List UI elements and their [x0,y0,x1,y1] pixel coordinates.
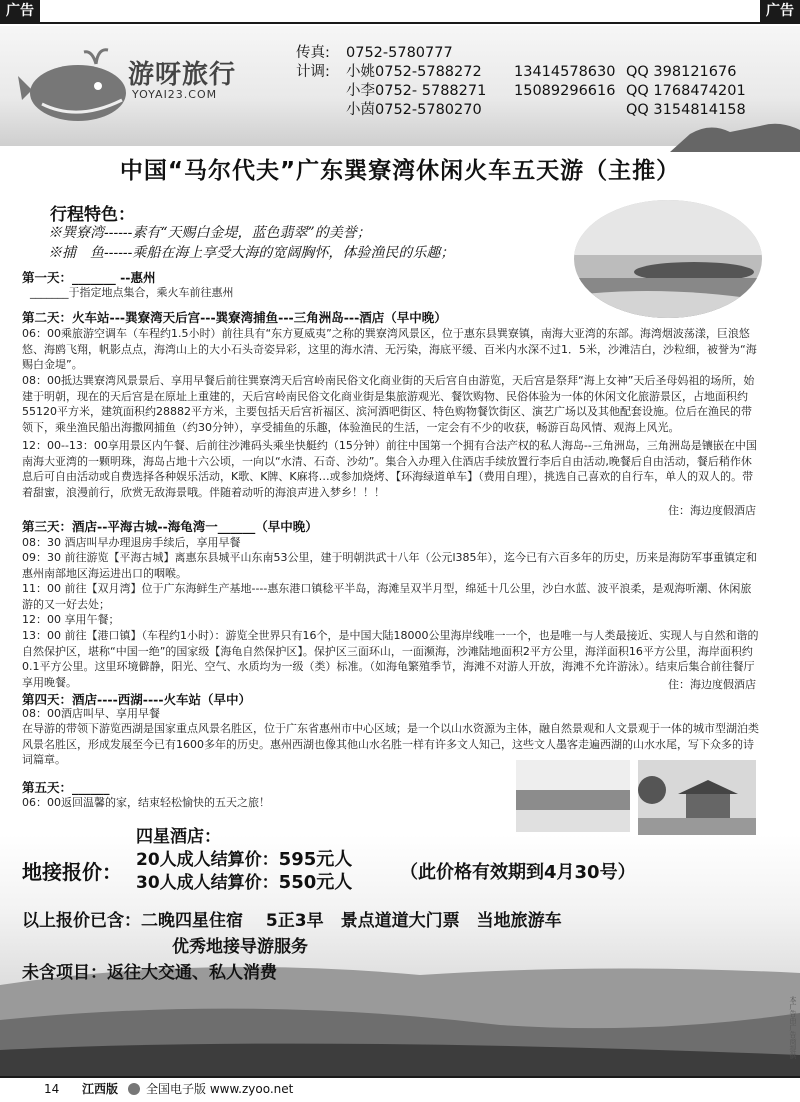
day4-para1: 08：00酒店叫早、享用早餐 [22,707,160,720]
fax-label: 传真: [296,45,330,61]
contact-mobile: 15089296616 [514,83,616,99]
price-20-value: 595元人 [278,849,353,870]
day5-heading: 第五天：______ [22,780,110,795]
ad-label-left: 广告 [0,0,40,22]
globe-icon [128,1083,140,1095]
price-30-label: 30人成人结算价： [136,873,279,893]
feature-item: ※捕 鱼------乘船在海上享受大海的宽阔胸怀，体验渔民的乐趣； [48,245,455,261]
header [0,26,800,146]
day3-heading: 第三天：酒店--平海古城--海龟湾一______（早中晚） [22,519,318,534]
beach-photo [516,760,630,832]
fax-number: 0752-5780777 [346,45,453,61]
contact-phone: 小茵0752-5780270 [346,102,482,118]
day1-heading: 第一天：_______ --惠州 [22,270,156,285]
page-title: 中国“马尔代夫”广东巽寮湾休闲火车五天游（主推） [119,158,681,184]
brand-url: YOYAI23.COM [132,88,218,101]
day2-lodging: 住：海边度假酒店 [668,504,756,517]
day1-text: _______于指定地点集合，乘火车前往惠州 [30,286,234,299]
local-price-label: 地接报价： [22,860,122,884]
contact-phone: 小李0752- 5788271 [346,83,487,99]
brand-name: 游呀旅行 [128,60,237,90]
inclusions-line: 优秀地接导游服务 [172,937,308,957]
footer [0,1076,800,1102]
top-rule [0,22,800,24]
edition-label: 江西版 [82,1082,119,1096]
price-20-label: 20人成人结算价： [136,850,279,870]
page-number: 14 [44,1082,60,1096]
inclusions-line: 以上报价已含：二晚四星住宿 5正3早 景点道道大门票 当地旅游车 [22,911,562,931]
day2-para1: 06：00乘旅游空调车（车程约1.5小时）前往具有“东方夏威夷”之称的巽寮湾风景区，位于惠东县巽寮镇，南海大亚湾的东部。海湾烟波荡漾，巨浪悠悠、海鸥飞翔，帆影点点，海湾山上的大小石头奇姿异彩，这里的海水清、无污染，海底平缓、百米内水深不过1．5米，沙滩洁白，沙粒细，被誉为“海赐白金堤”。 [22,327,757,371]
day4-para2: 在导游的带领下游览西湖是国家重点风景名胜区，位于广东省惠州市中心区域；是一个以山水资源为主体，融自然景观和人文景观于一体的城市型湖泊类风景名胜区，形成发展至今已有1600多年的历史。惠州西湖也像其他山水名胜一样有许多文人知己，这些文人墨客走遍西湖的山水水尾，写下众多的诗词篇章。 [22,722,759,766]
price-validity: （此价格有效期到4月30号） [400,862,636,883]
island-decoration [670,112,800,152]
exclusions-line: 未含项目：返往大交通、私人消费 [22,963,277,983]
day3-lodging: 住：海边度假酒店 [668,678,756,691]
digital-edition-link[interactable]: 全国电子版 www.zyoo.net [146,1082,294,1096]
day4-heading: 第四天：酒店----西湖----火车站（早中） [22,692,252,707]
ad-label-right: 广告 [760,0,800,22]
contact-phone: 小姚0752-5788272 [346,64,482,80]
contact-mobile: 13414578630 [514,64,616,80]
day3-item: 08：30 酒店叫早办理退房手续后，享用早餐 [22,536,241,549]
day2-para2: 08：00抵达巽寮湾风景景后、享用早餐后前往巽寮湾天后宫岭南民俗文化商业街的天后宫自由游览，天后宫是祭拜“海上女神”天后圣母妈祖的场所，始建于明朝，现在的天后宫是在原址上重建的，天后宫岭南民俗文化商业街是集旅游观光、餐饮购物、民俗体验为一体的休闲文化旅游景区，占地面积约55120平方米，建筑面积约28882平方米，主要包括天后宫祈福区、滨河酒吧街区、特色购物餐饮街区、演艺广场以及其他配套设施。位后在渔民的带领下，乘坐渔民船出海撒网捕鱼（约30分钟），享受捕鱼的乐趣，体验渔民的生活，一定会有不少的收获，畅游百岛风情、观海上风光。 [22,374,755,434]
dispatch-label: 计调: [296,64,330,80]
day3-item: 09：30 前往游览【平海古城】离惠东县城平山东南53公里，建于明朝洪武十八年（公元l385年），迄今已有六百多年的历史，历来是海防军事重镇定和惠州南部地区海运进出口的咽喉。 [22,551,758,580]
day2-heading: 第二天：火车站---巽寮湾天后宫---巽寮湾捕鱼---三角洲岛---酒店（早中晚） [22,310,447,325]
hotel-label: 四星酒店： [136,827,221,847]
contact-qq: QQ 1768474201 [626,83,746,99]
features-heading: 行程特色： [50,205,135,225]
feature-item: ※巽寮湾------素有“天赐白金堤，蓝色翡翠”的美誉； [48,225,371,241]
day5-text: 06：00返回温馨的家，结束轻松愉快的五天之旅！ [22,796,270,809]
contact-block [296,44,746,120]
day3-item: 11：00 前往【双月湾】位于广东海鲜生产基地----惠东港口镇稔平半岛，海滩呈双半月型，绵延十几公里，沙白水蓝、波平浪柔，是观海听潮、休闲旅游的又一好去处； [22,582,752,611]
contact-qq: QQ 3154814158 [626,102,746,118]
day3-item: 12：00 享用午餐； [22,613,120,626]
price-30-value: 550元人 [278,872,353,893]
day2-para3: 12：00--13：00享用景区内午餐、后前往沙滩码头乘坐快艇约（15分钟）前往中国第一个拥有合法产权的私人海岛--三角洲岛，三角洲岛是镶嵌在中国南海大亚湾的一颗明珠，海岛占地十六公顷，一向以“水清、石奇、沙幼”。集合入办理入住酒店手续放置行李后自由活动,晚餐后自由活动，餐后稍作休息后可自由活动或自费选择各种娱乐活动，K歌、K牌、K麻将…或参加烧烤、【环海绿道单车】（费用自理），挑选自己喜欢的自行车，单人的双人的。带着甜蜜，浪漫前行，欣赏无敌海景哦。伴随着动听的海浪声进入梦乡！！！ [22,439,757,499]
side-note: 本广告由广告商提供 [789,996,797,1059]
day3-item: 13：00 前往【港口镇】（车程约1小时）：游览全世界只有16个，是中国大陆18000公里海岸线唯一一个，也是唯一与人类最接近、实现人与自然和谐的自然保护区，堪称“中国一绝”的国家级【海龟自然保护区】。保护区三面环山，一面濒海，沙滩陆地面积2平方公里，海洋面积16平方公里，海岸面积约0.1平方公里。这里环境僻静，阳光、空气、水质均为一级（类）标准。（如海龟繁殖季节，海滩不对游人开放，海滩不允许游泳）。结束后集合前往餐厅享用晚餐。 [22,629,759,689]
temple-photo [638,760,756,838]
contact-qq: QQ 398121676 [626,64,737,80]
